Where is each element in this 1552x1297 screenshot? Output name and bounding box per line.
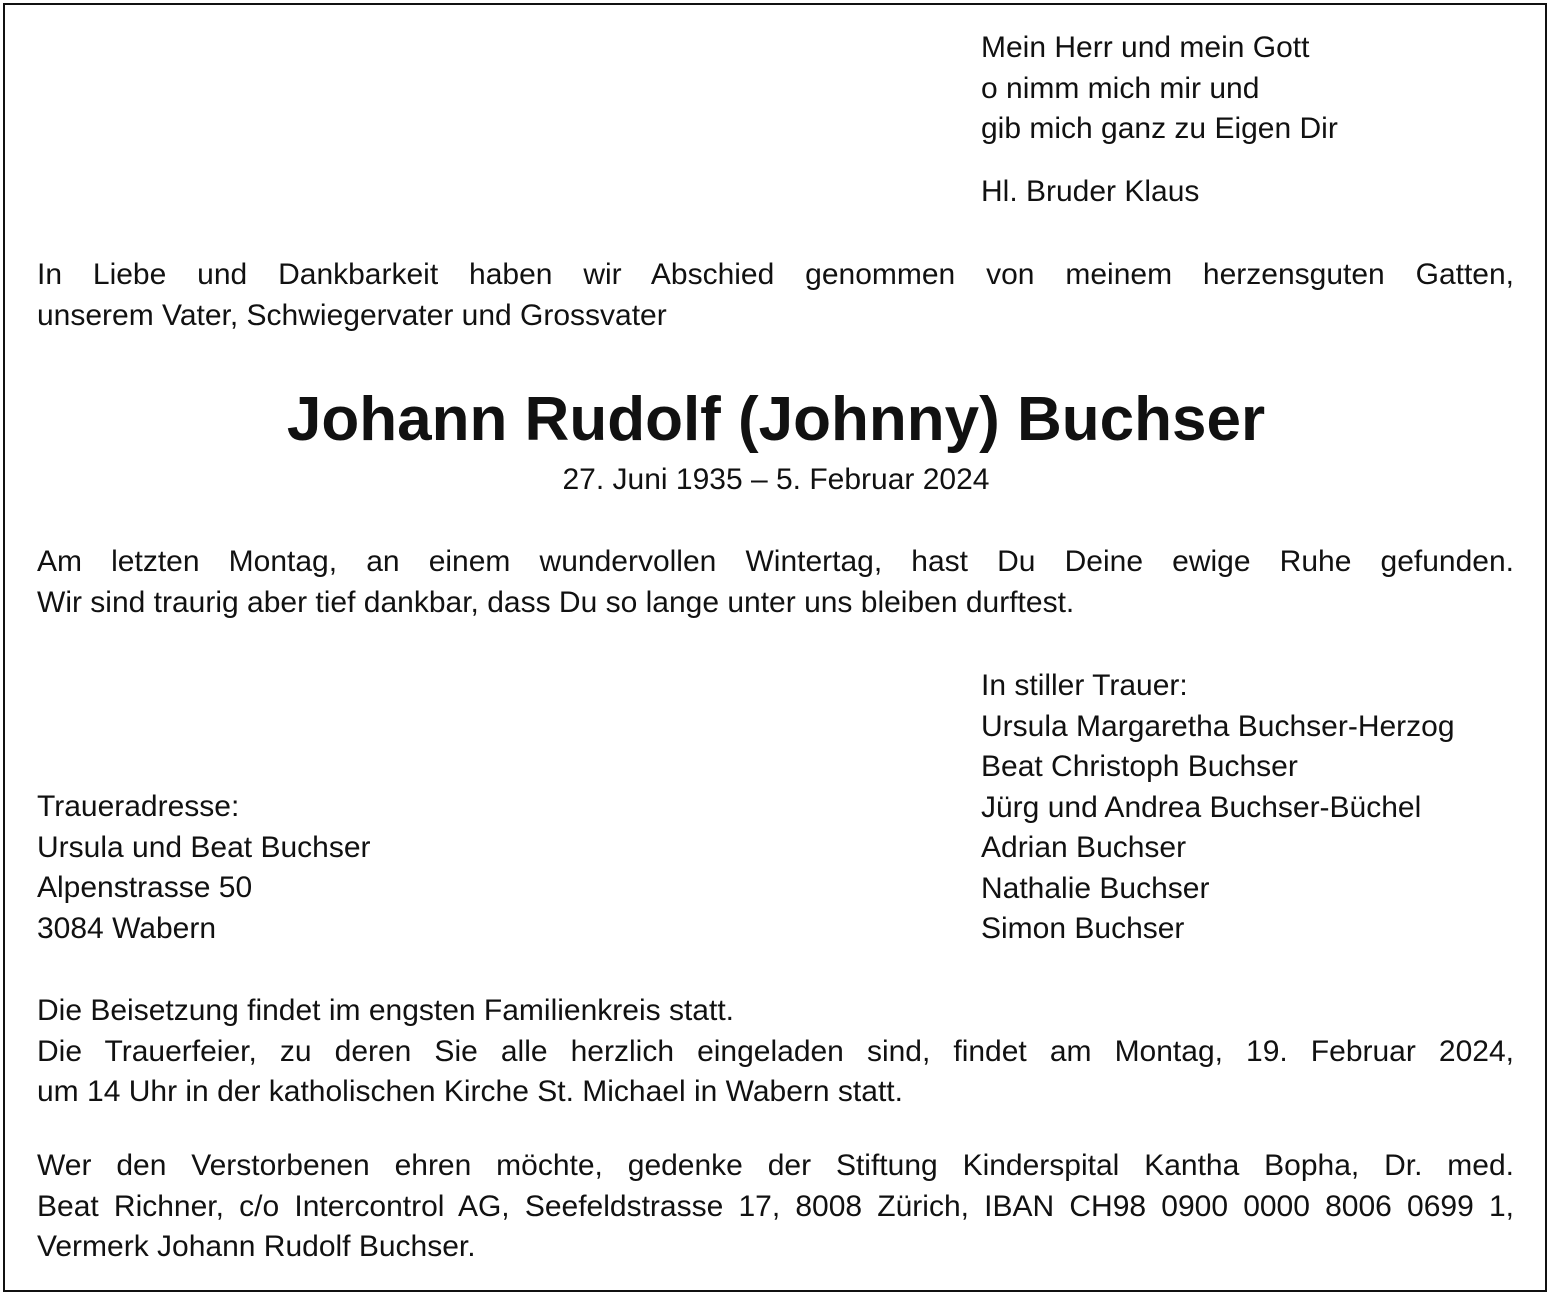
quote-block [981, 28, 1338, 150]
quote-author: Hl. Bruder Klaus [981, 175, 1200, 208]
ceremony-paragraph [37, 991, 1514, 1113]
ceremony-line: Die Beisetzung findet im engsten Familienkreis statt. [37, 994, 734, 1027]
message-line: Am letzten Montag, an einem wundervollen Wintertag, hast Du Deine ewige Ruhe gefunden. [37, 545, 1514, 578]
intro-line: In Liebe und Dankbarkeit haben wir Abschied genommen von meinem herzensguten Gatten, [37, 258, 1514, 291]
donation-line: Wer den Verstorbenen ehren möchte, gedenke der Stiftung Kinderspital Kantha Bopha, Dr. med. [37, 1149, 1514, 1182]
mourner-name: Beat Christoph Buchser [981, 750, 1298, 783]
message-paragraph [37, 542, 1514, 623]
life-dates: 27. Juni 1935 – 5. Februar 2024 [562, 463, 990, 496]
address-line: Ursula und Beat Buchser [37, 830, 371, 864]
address-line: Alpenstrasse 50 [37, 871, 253, 904]
ceremony-line: um 14 Uhr in der katholischen Kirche St. Michael in Wabern statt. [37, 1075, 903, 1108]
address-line: 3084 Wabern [37, 911, 217, 945]
mourning-address [37, 787, 371, 949]
intro-line: unserem Vater, Schwiegervater und Grossvater [37, 298, 667, 332]
mourners-heading: In stiller Trauer: [981, 669, 1188, 702]
donation-line: Beat Richner, c/o Intercontrol AG, Seefeldstrasse 17, 8008 Zürich, IBAN CH98 0900 0000 8006 0699 1, [37, 1189, 1514, 1223]
ceremony-line: Die Trauerfeier, zu deren Sie alle herzlich eingeladen sind, findet am Montag, 19. Februar 2024, [37, 1034, 1514, 1068]
donation-paragraph [37, 1146, 1514, 1268]
mourner-name: Simon Buchser [981, 912, 1185, 945]
quote-line: gib mich ganz zu Eigen Dir [981, 112, 1338, 145]
quote-line: o nimm mich mir und [981, 71, 1260, 105]
deceased-name: Johann Rudolf (Johnny) Buchser [286, 385, 1266, 454]
intro-paragraph [37, 255, 1514, 336]
mourner-name: Adrian Buchser [981, 831, 1187, 864]
mourner-name: Ursula Margaretha Buchser-Herzog [981, 709, 1455, 743]
address-heading: Traueradresse: [37, 790, 240, 823]
quote-line: Mein Herr und mein Gott [981, 31, 1310, 64]
mourner-name: Nathalie Buchser [981, 871, 1210, 905]
donation-line: Vermerk Johann Rudolf Buchser. [37, 1230, 476, 1263]
mourner-name: Jürg und Andrea Buchser-Büchel [981, 790, 1422, 824]
message-line: Wir sind traurig aber tief dankbar, dass Du so lange unter uns bleiben durftest. [37, 585, 1075, 619]
mourners-list [981, 666, 1455, 950]
